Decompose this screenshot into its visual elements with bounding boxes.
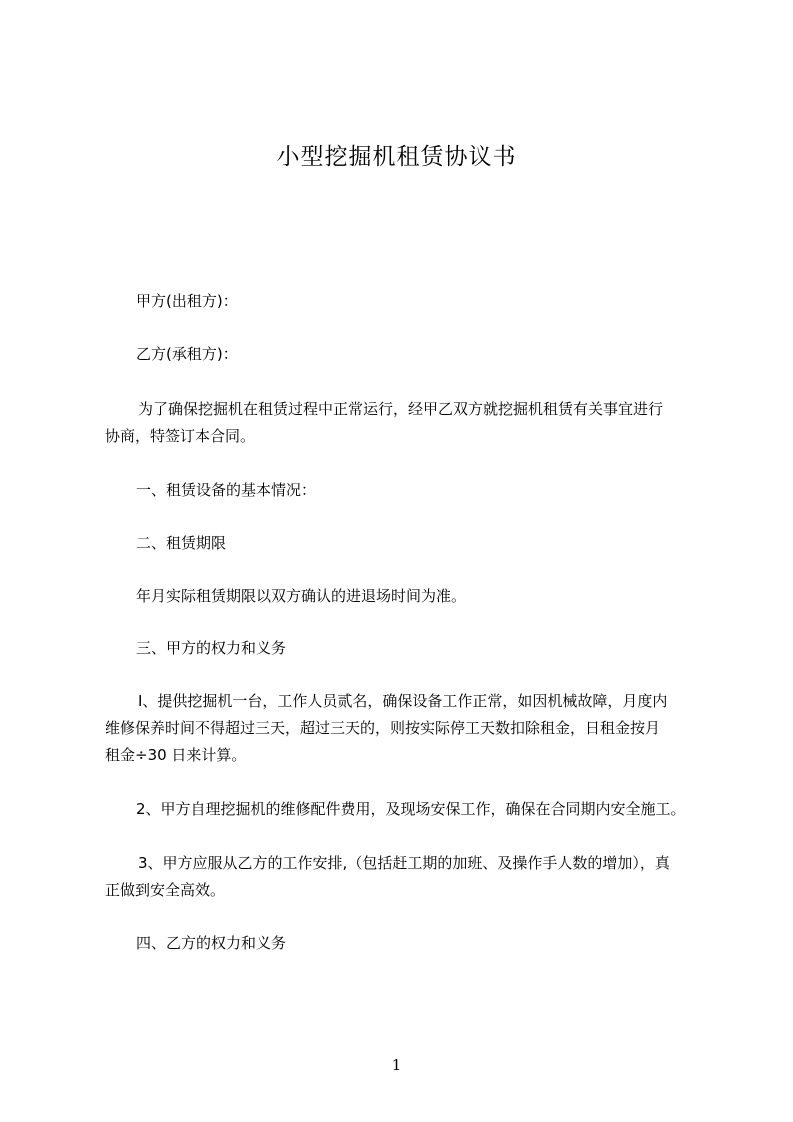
- document-title: 小型挖掘机租赁协议书: [276, 144, 517, 170]
- section3-item3-line-2: 正做到安全高效。: [105, 881, 226, 899]
- section2-heading: 二、租赁期限: [136, 534, 227, 552]
- page-number: 1: [391, 1056, 402, 1074]
- section3-item3-line-1: 3、甲方应服从乙方的工作安排,（包括赶工期的加班、及操作手人数的增加），真: [138, 854, 670, 872]
- section2-text: 年月实际租赁期限以双方确认的进退场时间为准。: [136, 587, 467, 605]
- section4-heading: 四、乙方的权力和义务: [136, 934, 287, 952]
- intro-line-2: 协商，特签订本合同。: [105, 427, 256, 445]
- section1-heading: 一、租赁设备的基本情况：: [136, 481, 317, 499]
- intro-line-1: 为了确保挖掘机在租赁过程中正常运行，经甲乙双方就挖掘机租赁有关事宜进行: [138, 400, 664, 418]
- party-a-line: 甲方(出租方)：: [136, 292, 238, 310]
- section3-item1-line-2: 维修保养时间不得超过三天，超过三天的，则按实际停工天数扣除租金，日租金按月: [105, 719, 661, 737]
- party-b-line: 乙方(承租方)：: [136, 345, 238, 363]
- section3-item1-line-3: 租金÷30 日来计算。: [105, 746, 247, 764]
- section3-heading: 三、甲方的权力和义务: [136, 639, 287, 657]
- section3-item2: 2、甲方自理挖掘机的维修配件费用，及现场安保工作，确保在合同期内安全施工。: [136, 800, 686, 818]
- section3-item1-line-1: Ⅰ、提供挖掘机一台，工作人员贰名，确保设备工作正常，如因机械故障，月度内: [138, 692, 668, 710]
